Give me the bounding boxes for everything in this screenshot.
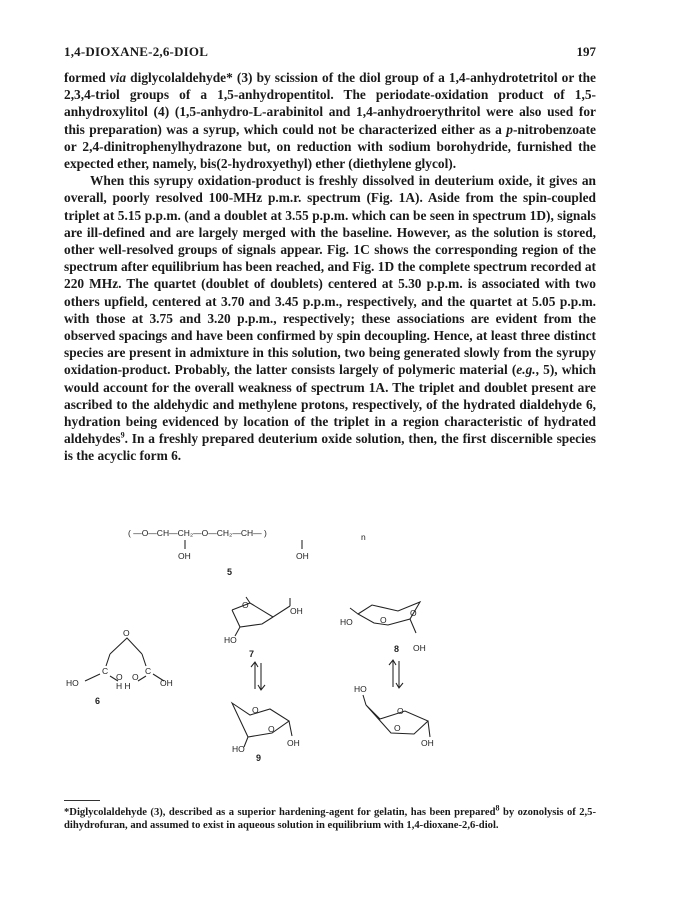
text-run: -nitrobenzoate or 2,4-dinitrophenylhydrazone but, on reduction with sodium borohydride, furnished the expected ether, namely, bis(2-hydroxyethyl) ether (diethylene glycol).: [64, 121, 596, 172]
ring-oxygen: O: [242, 600, 249, 610]
ring-oxygen: O: [410, 608, 417, 618]
hydroxyl-label: OH: [290, 606, 303, 616]
hydrogen-label: H H: [116, 681, 131, 691]
footnote-rule: [64, 800, 100, 801]
footnote-text: *Diglycolaldehyde (3), described as a superior hardening-agent for gelatin, has been prepared: [64, 807, 496, 818]
hydroxyl-label: HO: [340, 617, 353, 627]
polymer-structure-5: [128, 528, 366, 577]
hydroxyl-label: OH: [421, 738, 434, 748]
page-number: 197: [576, 44, 596, 59]
italic-run: via: [109, 70, 127, 85]
bond-line: [138, 676, 146, 681]
footnote: [64, 803, 596, 833]
ring-bonds: [232, 703, 292, 747]
ring-bonds: [232, 597, 290, 636]
footnote-text: by ozonolysis of 2,5-dihydrofuran, and assumed to exist in aqueous solution in equilibrium with 1,4-dioxane-2,6-diol.: [64, 807, 596, 832]
compound-6-structure: [66, 628, 173, 706]
running-head: 1,4-DIOXANE-2,6-DIOL: [64, 44, 209, 59]
hydroxyl-label: HO: [66, 678, 79, 688]
ring-oxygen: O: [397, 706, 404, 716]
compound-7-structure: [224, 597, 303, 659]
text-run: formed: [64, 70, 110, 85]
text-run: When this syrupy oxidation-product is freshly dissolved in deuterium oxide, it gives an overall, poorly resolved 100-MHz p.m.r. spectrum (Fig. 1A). Aside from the spin-coupled triplet at 5.15 p.p.m. (and a doublet at 3.55 p.p.m. which can be seen in spectrum 1D), signals are ill-defined and are largely merged with the baseline. However, as the solution is stored, other well-resolved groups of signals appear. Fig. 1C shows the corresponding region of the spectrum after equilibrium has been reached, and Fig. 1D the complete spectrum recorded at 220 MHz. The quartet (doublet of doublets) centered at 5.30 p.p.m. is associated with two others upfield, centered at 3.70 and 3.45 p.p.m., respectively, and the quartet at 5.05 p.p.m. with those at 3.75 and 3.20 p.p.m., respectively; these associations are evident from the observed spacings and have been confirmed by spin decoupling. Hence, at least three distinct species are present in admixture in this solution, two being generated slowly from the syrupy oxidation-product. Probably, the latter consists largely of polymeric material (: [64, 173, 596, 378]
compound-9-structure: [232, 703, 300, 763]
compound-8-structure: [340, 602, 426, 654]
hydroxyl-label: OH: [178, 551, 191, 561]
polymer-formula: ( —O—CH—CH₂—O—CH₂—CH— ): [128, 528, 267, 538]
compound-number: 7: [249, 649, 255, 659]
bond-line: [110, 638, 142, 654]
oxygen-label: O: [116, 672, 123, 682]
hydroxyl-label: HO: [232, 744, 245, 754]
ring-oxygen: O: [394, 723, 401, 733]
hydroxyl-label: HO: [354, 684, 367, 694]
polymer-subscript: n: [361, 532, 366, 542]
italic-run: e.g.: [516, 362, 536, 378]
ring-oxygen: O: [380, 615, 387, 625]
equilibrium-arrow-left: [251, 662, 265, 690]
text-run: diglycolaldehyde* (3) by scission of the diol group of a 1,4-anhydrotetritol or the 2,3,4-triol groups of a 1,5-anhydropentitol. The periodate-oxidation product of 1,5-anhydroxylitol (4) (1,5-anhydro-L-arabinitol and 1,4-anhydroerythritol were also used for this preparation) was a syrup, which could not be characterized either as a: [64, 70, 596, 137]
compound-number: 8: [394, 644, 400, 654]
text-run: , 5), which would account for the overall weakness of spectrum 1A. The triplet and doublet present are ascribed to the aldehydic and methylene protons, respectively, of the hydrated dialdehyde 6, hydration being evidenced by location of the triplet in a region characteristic of hydrated aldehydes: [64, 362, 596, 447]
hydroxyl-label: HO: [224, 635, 237, 645]
carbon-label: C: [145, 666, 152, 676]
body-text: [64, 69, 596, 465]
compound-number: 9: [256, 753, 262, 763]
ring-oxygen: O: [252, 705, 259, 715]
reference-superscript: 8: [495, 803, 500, 813]
italic-run: p: [506, 121, 513, 137]
compound-bottom-right-structure: [354, 684, 434, 748]
structures-figure: [0, 505, 676, 795]
bond-line: [142, 654, 146, 666]
paragraph-1: [64, 69, 596, 172]
compound-number: 5: [227, 567, 233, 577]
reference-superscript: 9: [120, 430, 125, 440]
page-header: [64, 44, 596, 62]
hydroxyl-label: OH: [296, 551, 309, 561]
oxygen-label: O: [132, 672, 139, 682]
ring-oxygen: O: [123, 628, 130, 638]
bond-line: [85, 674, 100, 681]
carbon-label: C: [102, 666, 109, 676]
ring-oxygen: O: [268, 724, 275, 734]
hydroxyl-label: OH: [160, 678, 173, 688]
compound-number: 6: [95, 696, 101, 706]
bond-line: [106, 654, 110, 666]
paragraph-2: [64, 172, 596, 464]
equilibrium-arrow-right: [389, 660, 403, 688]
hydroxyl-label: OH: [413, 643, 426, 653]
text-run: . In a freshly prepared deuterium oxide solution, then, the first discernible species is the acyclic form 6.: [64, 431, 596, 464]
hydroxyl-label: OH: [287, 738, 300, 748]
